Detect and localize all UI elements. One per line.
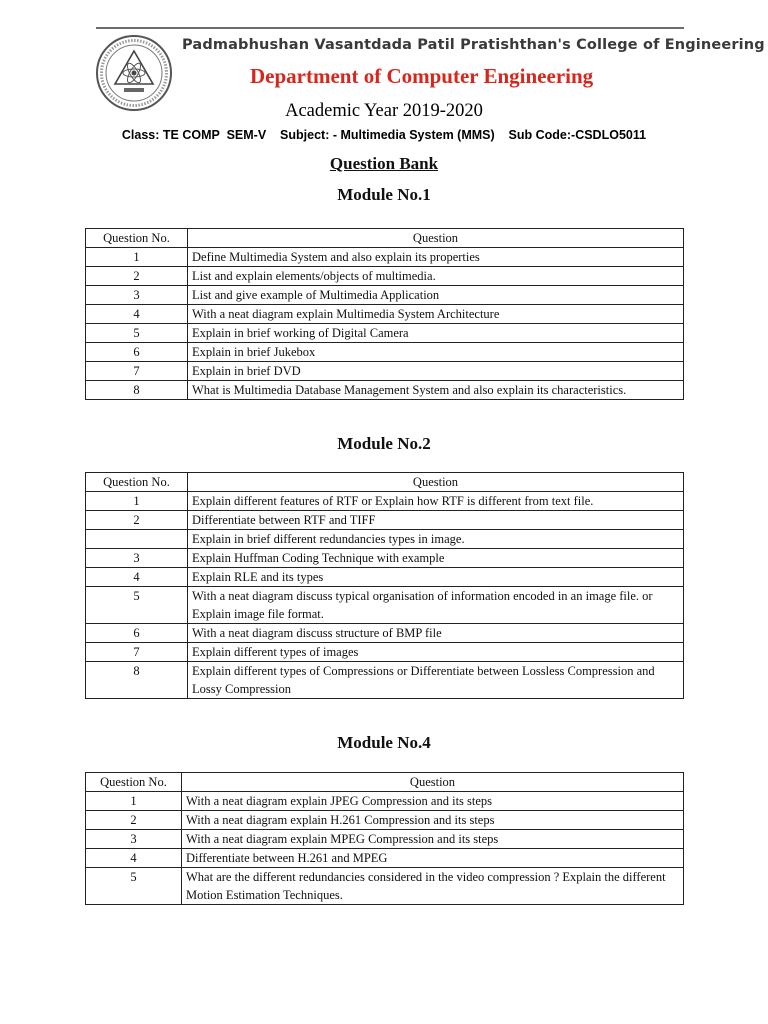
question-bank-heading: Question Bank — [329, 154, 439, 173]
question-number: 5 — [86, 324, 188, 343]
question-number: 1 — [86, 492, 188, 511]
column-header-question-no: Question No. — [86, 229, 188, 248]
column-header-question-no: Question No. — [86, 773, 182, 792]
question-number: 6 — [86, 343, 188, 362]
question-number: 4 — [86, 568, 188, 587]
class-subject-line: Class: TE COMP SEM-V Subject: - Multimedia System (MMS) Sub Code:-CSDLO5011 — [121, 128, 647, 142]
table-row — [86, 643, 684, 662]
table-row — [86, 324, 684, 343]
question-text: Explain different features of RTF or Explain how RTF is different from text file. — [188, 492, 684, 511]
question-text: Explain RLE and its types — [188, 568, 684, 587]
question-number: 8 — [86, 662, 188, 699]
question-number: 3 — [86, 830, 182, 849]
table-row — [86, 868, 684, 905]
academic-year: Academic Year 2019-2020 — [285, 101, 483, 121]
question-text: Differentiate between H.261 and MPEG — [182, 849, 684, 868]
department-name: Department of Computer Engineering — [250, 64, 594, 88]
question-text: With a neat diagram explain Multimedia System Architecture — [188, 305, 684, 324]
module-4-table — [85, 772, 684, 905]
question-text: List and explain elements/objects of multimedia. — [188, 267, 684, 286]
question-number: 5 — [86, 587, 188, 624]
question-number: 2 — [86, 511, 188, 530]
table-row — [86, 830, 684, 849]
question-text: Differentiate between RTF and TIFF — [188, 511, 684, 530]
question-number: 7 — [86, 362, 188, 381]
question-text: List and give example of Multimedia Application — [188, 286, 684, 305]
column-header-question-no: Question No. — [86, 473, 188, 492]
question-number: 8 — [86, 381, 188, 400]
table-row — [86, 343, 684, 362]
table-header-row — [86, 473, 684, 492]
question-text: Explain in brief Jukebox — [188, 343, 684, 362]
table-row — [86, 624, 684, 643]
column-header-question: Question — [188, 473, 684, 492]
module-2-table — [85, 472, 684, 699]
question-text: Explain in brief different redundancies types in image. — [188, 530, 684, 549]
question-text: With a neat diagram explain JPEG Compression and its steps — [182, 792, 684, 811]
question-number: 3 — [86, 549, 188, 568]
table-row — [86, 362, 684, 381]
column-header-question: Question — [182, 773, 684, 792]
table-header-row — [86, 229, 684, 248]
table-row — [86, 530, 684, 549]
table-row — [86, 267, 684, 286]
question-number: 6 — [86, 624, 188, 643]
question-text: Explain different types of Compressions or Differentiate between Lossless Compression and Lossy Compression — [188, 662, 684, 699]
table-row — [86, 568, 684, 587]
column-header-question: Question — [188, 229, 684, 248]
table-row — [86, 286, 684, 305]
table-row — [86, 492, 684, 511]
question-number: 3 — [86, 286, 188, 305]
module-1-table — [85, 228, 684, 400]
table-row — [86, 248, 684, 267]
module-2-title: Module No.2 — [337, 434, 431, 453]
question-text: Explain in brief DVD — [188, 362, 684, 381]
table-row — [86, 662, 684, 699]
table-row — [86, 381, 684, 400]
question-number: 1 — [86, 792, 182, 811]
question-number: 2 — [86, 811, 182, 830]
module-1-title: Module No.1 — [337, 185, 431, 204]
question-text: With a neat diagram explain H.261 Compression and its steps — [182, 811, 684, 830]
question-number: 5 — [86, 868, 182, 905]
table-row — [86, 849, 684, 868]
question-text: Define Multimedia System and also explain its properties — [188, 248, 684, 267]
table-header-row — [86, 773, 684, 792]
question-text: With a neat diagram explain MPEG Compression and its steps — [182, 830, 684, 849]
question-number: 4 — [86, 849, 182, 868]
header-rule — [96, 27, 684, 29]
question-text: With a neat diagram discuss typical organisation of information encoded in an image file. or Explain image file format. — [188, 587, 684, 624]
module-4-title: Module No.4 — [337, 733, 431, 752]
question-text: What are the different redundancies considered in the video compression ? Explain the different Motion Estimation Techniques. — [182, 868, 684, 905]
question-text: Explain in brief working of Digital Camera — [188, 324, 684, 343]
table-row — [86, 305, 684, 324]
question-number: 7 — [86, 643, 188, 662]
question-text: What is Multimedia Database Management System and also explain its characteristics. — [188, 381, 684, 400]
table-row — [86, 511, 684, 530]
question-text: Explain different types of images — [188, 643, 684, 662]
question-number: 4 — [86, 305, 188, 324]
question-text: Explain Huffman Coding Technique with example — [188, 549, 684, 568]
question-number — [86, 530, 188, 549]
table-row — [86, 549, 684, 568]
table-row — [86, 811, 684, 830]
table-row — [86, 587, 684, 624]
question-text: With a neat diagram discuss structure of BMP file — [188, 624, 684, 643]
table-row — [86, 792, 684, 811]
question-number: 1 — [86, 248, 188, 267]
college-name: Padmabhushan Vasantdada Patil Pratishthan's College of Engineering — [182, 37, 765, 53]
question-number: 2 — [86, 267, 188, 286]
